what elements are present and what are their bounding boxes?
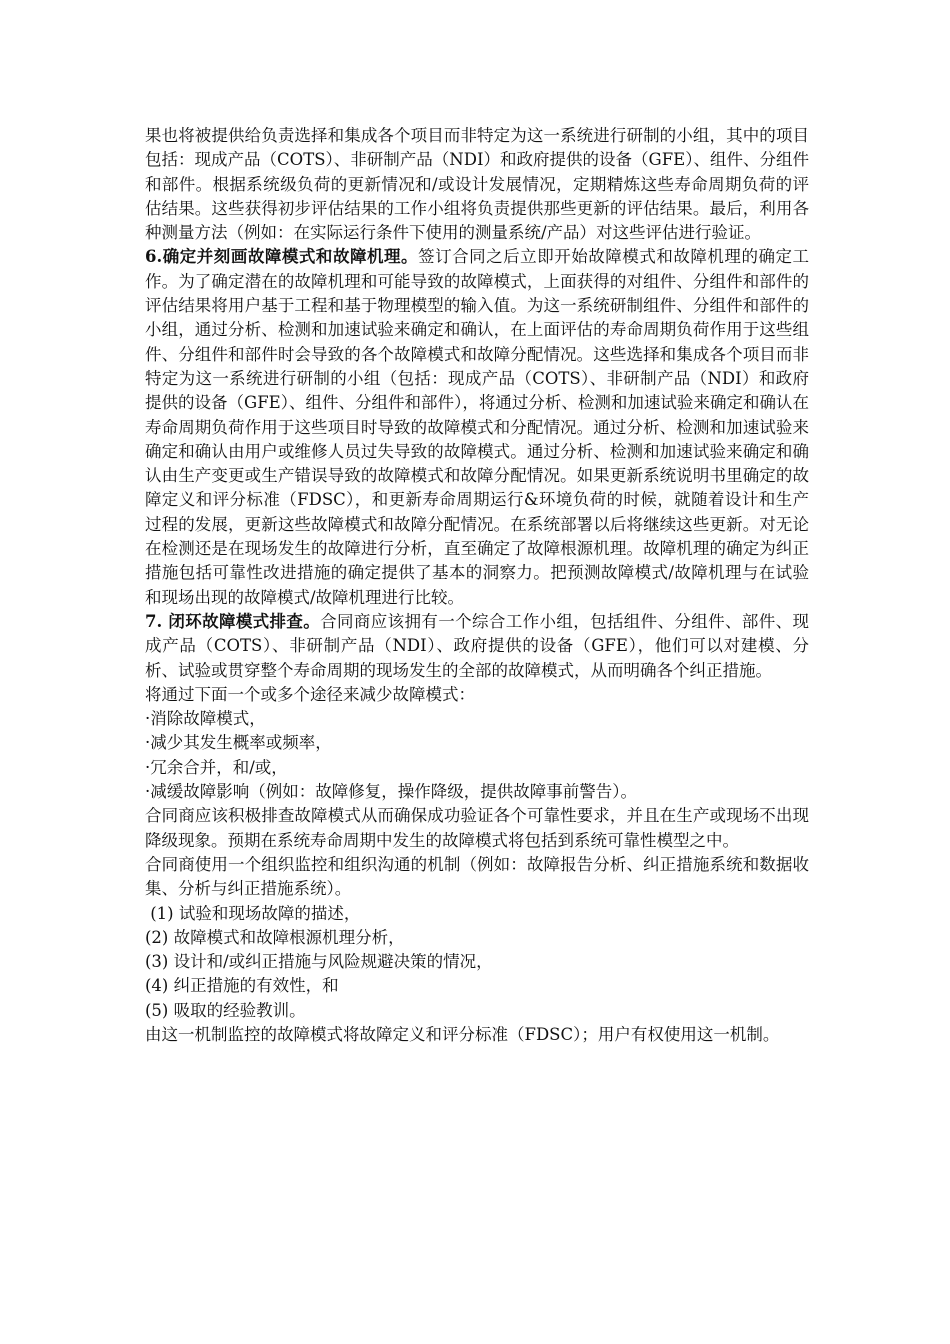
list-item: (4) 纠正措施的有效性，和	[145, 976, 339, 996]
paragraph-closing: 由这一机制监控的故障模式将故障定义和评分标准（FDSC）；用户有权使用这一机制。	[145, 1024, 780, 1044]
paragraph-reduce-intro	[145, 683, 809, 707]
numbered-list	[145, 902, 809, 1023]
list-item: ·减缓故障影响（例如：故障修复，操作降级，提供故障事前警告）。	[145, 782, 637, 802]
list-item: ·减少其发生概率或频率，	[145, 733, 332, 753]
paragraph-text: 果也将被提供给负责选择和集成各个项目而非特定为这一系统进行研制的小组，其中的项目包括：现成产品（COTS）、非研制产品（NDI）和政府提供的设备（GFE）、组件、分组件和部件。根据系统级负荷的更新情况和/或设计发展情况，定期精炼这些寿命周期负荷的评估结果。这些获得初步评估结果的工作小组将负责提供那些更新的评估结果。最后，利用各种测量方法（例如：在实际运行条件下使用的测量系统/产品）对这些评估进行验证。	[145, 126, 809, 243]
section-heading: 7. 闭环故障模式排查。	[145, 611, 321, 631]
paragraph-section-6	[145, 245, 809, 609]
document-body	[145, 124, 809, 1047]
paragraph-intro	[145, 124, 809, 245]
list-item: ·消除故障模式，	[145, 709, 266, 729]
list-item: (1) 试验和现场故障的描述，	[145, 903, 361, 923]
list-item: (3) 设计和/或纠正措施与风险规避决策的情况，	[145, 952, 493, 972]
paragraph-text: 签订合同之后立即开始故障模式和故障机理的确定工作。为了确定潜在的故障机理和可能导致的故障模式，上面获得的对组件、分组件和部件的评估结果将用户基于工程和基于物理模型的输入值。为这一系统研制组件、分组件和部件的小组，通过分析、检测和加速试验来确定和确认，在上面评估的寿命周期负荷作用于这些组件、分组件和部件时会导致的各个故障模式和故障分配情况。这些选择和集成各个项目而非特定为这一系统进行研制的小组（包括：现成产品（COTS）、非研制产品（NDI）和政府提供的设备（GFE）、组件、分组件和部件），将通过分析、检测和加速试验来确定和确认在寿命周期负荷作用于这些项目时导致的故障模式和分配情况。通过分析、检测和加速试验来确定和确认由用户或维修人员过失导致的故障模式。通过分析、检测和加速试验来确定和确认由生产变更或生产错误导致的故障模式和故障分配情况。如果更新系统说明书里确定的故障定义和评分标准（FDSC），和更新寿命周期运行&环境负荷的时候，就随着设计和生产过程的发展，更新这些故障模式和故障分配情况。在系统部署以后将继续这些更新。对无论在检测还是在现场发生的故障进行分析，直至确定了故障根源机理。故障机理的确定为纠正措施包括可靠性改进措施的确定提供了基本的洞察力。把预测故障模式/故障机理与在试验和现场出现的故障模式/故障机理进行比较。	[145, 247, 810, 607]
list-item: ·冗余合并，和/或，	[145, 757, 288, 777]
paragraph-contractor-2: 合同商使用一个组织监控和组织沟通的机制（例如：故障报告分析、纠正措施系统和数据收集、分析与纠正措施系统）。	[145, 854, 809, 899]
section-heading: 6.确定并刻画故障模式和故障机理。	[145, 247, 419, 267]
bullet-list	[145, 707, 809, 804]
paragraph-section-7	[145, 610, 809, 683]
paragraph-text: 将通过下面一个或多个途径来减少故障模式：	[145, 684, 475, 704]
paragraph-text: 合同商应该拥有一个综合工作小组，包括组件、分组件、部件、现成产品（COTS）、非研制产品（NDI）、政府提供的设备（GFE），他们可以对建模、分析、试验或贯穿整个寿命周期的现场发生的全部的故障模式，从而明确各个纠正措施。	[145, 611, 809, 680]
list-item: (2) 故障模式和故障根源机理分析，	[145, 927, 405, 947]
paragraph-contractor-1: 合同商应该积极排查故障模式从而确保成功验证各个可靠性要求，并且在生产或现场不出现降级现象。预期在系统寿命周期中发生的故障模式将包括到系统可靠性模型之中。	[145, 806, 809, 850]
list-item: (5) 吸取的经验教训。	[145, 1000, 306, 1020]
